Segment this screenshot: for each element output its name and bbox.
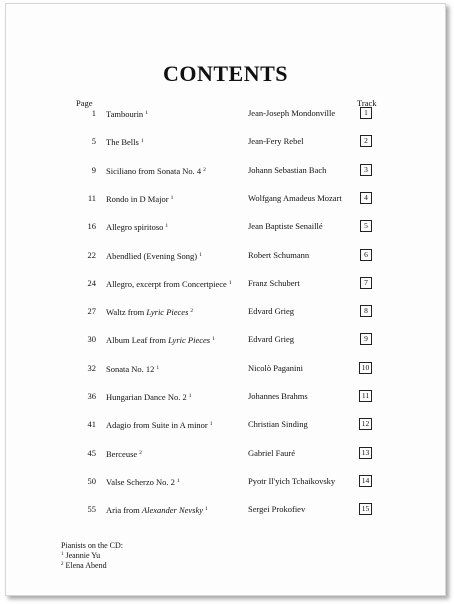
composer-name: Edvard Grieg <box>248 334 295 345</box>
title-italic-text: Alexander Nevsky <box>141 505 204 516</box>
pianist-note-mark: 1 <box>209 421 213 428</box>
pianist-note-mark: 1 <box>228 279 232 286</box>
composer-name: Christian Sinding <box>248 419 308 430</box>
pianist-note-mark: 2 <box>139 449 142 456</box>
footnote-item <box>61 560 123 570</box>
pianist-note-mark: 1 <box>176 477 180 484</box>
page-number: 5 <box>91 136 96 147</box>
footnote-mark: 2 <box>61 562 64 567</box>
page-number: 41 <box>87 419 96 430</box>
piece-title <box>106 502 208 517</box>
track-number-box: 3 <box>360 164 372 176</box>
contents-row <box>6 219 445 233</box>
composer-name: Edvard Grieg <box>248 306 295 317</box>
page-column-header: Page <box>76 98 93 108</box>
page-number: 32 <box>87 362 96 373</box>
pianist-note-mark: 1 <box>156 364 160 371</box>
contents-row <box>6 248 445 262</box>
piece-title <box>106 163 206 178</box>
pianist-note-mark: 1 <box>199 251 202 258</box>
title-text: Rondo in D Major <box>106 193 169 204</box>
composer-name: Johannes Brahms <box>248 391 308 401</box>
contents-row <box>6 134 445 148</box>
track-number-box: 7 <box>360 277 372 289</box>
footnote-mark: 1 <box>61 552 64 557</box>
composer-name: Johann Sebastian Bach <box>248 164 327 175</box>
contents-row <box>6 446 445 460</box>
piece-title <box>106 304 193 319</box>
contents-row <box>6 417 445 431</box>
piece-title <box>106 332 215 347</box>
track-number-box: 2 <box>360 135 372 147</box>
page-number: 9 <box>91 164 96 175</box>
track-number-box: 14 <box>359 475 372 487</box>
page-number: 27 <box>87 306 96 317</box>
page-number: 11 <box>87 192 96 203</box>
track-number-box: 10 <box>359 362 372 374</box>
piece-title <box>106 248 202 263</box>
page-number: 22 <box>87 249 96 260</box>
title-text: Valse Scherzo No. 2 <box>106 476 175 487</box>
pianist-note-mark: 1 <box>205 506 208 513</box>
pianist-note-mark: 1 <box>145 110 148 116</box>
piece-title <box>106 389 191 404</box>
composer-name: Robert Schumann <box>248 249 310 260</box>
composer-name: Franz Schubert <box>248 277 300 288</box>
pianist-note-mark: 1 <box>140 138 144 145</box>
title-text: Allegro, excerpt from Concertpiece <box>106 278 227 289</box>
piece-title <box>106 106 148 121</box>
contents-row <box>6 276 445 290</box>
contents-row <box>6 474 445 488</box>
title-italic-text: Lyric Pieces <box>146 307 189 318</box>
title-text: Aria from <box>106 505 142 516</box>
title-text: Album Leaf from <box>106 335 169 346</box>
contents-row <box>6 389 445 403</box>
pianist-note-mark: 1 <box>165 223 169 230</box>
page-number: 45 <box>87 447 96 458</box>
pianist-note-mark: 1 <box>212 336 215 343</box>
track-number-box: 6 <box>360 249 372 261</box>
contents-row <box>6 304 445 318</box>
composer-name: Nicolò Paganini <box>248 362 304 373</box>
title-text: Abendlied (Evening Song) <box>106 250 198 261</box>
track-number-box: 11 <box>359 390 372 402</box>
footnotes-heading: Pianists on the CD: <box>61 541 124 550</box>
contents-row <box>6 332 445 346</box>
footnote-name: Elena Abend <box>65 561 107 570</box>
contents-row <box>6 361 445 375</box>
title-text: Sonata No. 12 <box>106 363 155 374</box>
contents-row <box>6 502 445 516</box>
page-number: 16 <box>87 221 96 232</box>
piece-title <box>106 219 168 234</box>
page-number: 24 <box>87 277 96 288</box>
page-title: CONTENTS <box>162 61 289 86</box>
title-text: The Bells <box>106 137 139 148</box>
title-text: Allegro spiritoso <box>106 222 164 233</box>
contents-row <box>6 106 445 120</box>
contents-row <box>6 191 445 205</box>
page-number: 55 <box>87 504 96 515</box>
footnote-name: Jeannie Yu <box>65 551 101 560</box>
pianist-note-mark: 1 <box>170 194 174 201</box>
piece-title <box>106 417 213 432</box>
page-number: 36 <box>87 391 96 401</box>
composer-name: Jean Baptiste Senaillé <box>248 221 323 232</box>
page-number: 1 <box>91 108 96 118</box>
title-text: Siciliano from Sonata No. 4 <box>106 165 202 176</box>
pianist-note-mark: 2 <box>203 166 206 173</box>
contents-page <box>5 3 446 596</box>
composer-name: Jean-Joseph Mondonville <box>248 108 336 118</box>
piece-title <box>106 276 232 291</box>
title-text: Waltz from <box>106 307 147 318</box>
title-italic-text: Lyric Pieces <box>168 335 211 346</box>
composer-name: Jean-Fery Rebel <box>248 136 304 147</box>
title-text: Berceuse <box>106 448 138 459</box>
piece-title <box>106 134 144 149</box>
piece-title <box>106 361 159 376</box>
footnotes <box>61 541 123 570</box>
title-text: Hungarian Dance No. 2 <box>106 392 187 402</box>
track-column-header: Track <box>357 98 377 108</box>
track-number-box: 13 <box>359 447 372 459</box>
composer-name: Wolfgang Amadeus Mozart <box>248 192 342 203</box>
pianist-note-mark: 2 <box>190 308 194 315</box>
page-number: 30 <box>87 334 96 345</box>
track-number-box: 9 <box>360 333 372 345</box>
pianist-note-mark: 1 <box>188 393 192 399</box>
track-number-box: 8 <box>360 305 372 317</box>
contents-row <box>6 163 445 177</box>
track-number-box: 5 <box>360 220 372 232</box>
track-number-box: 15 <box>359 503 372 515</box>
title-text: Tambourin <box>106 109 144 119</box>
composer-name: Gabriel Fauré <box>248 447 295 458</box>
track-number-box: 12 <box>359 418 372 430</box>
piece-title <box>106 474 180 489</box>
track-number-box: 1 <box>360 107 372 119</box>
page-number: 50 <box>87 475 96 486</box>
piece-title <box>106 446 142 461</box>
footnote-item <box>61 550 123 560</box>
composer-name: Sergei Prokofiev <box>248 504 306 515</box>
track-number-box: 4 <box>360 192 372 204</box>
composer-name: Pyotr Il'yich Tchaikovsky <box>248 475 336 486</box>
piece-title <box>106 191 173 206</box>
title-text: Adagio from Suite in A minor <box>106 420 208 431</box>
